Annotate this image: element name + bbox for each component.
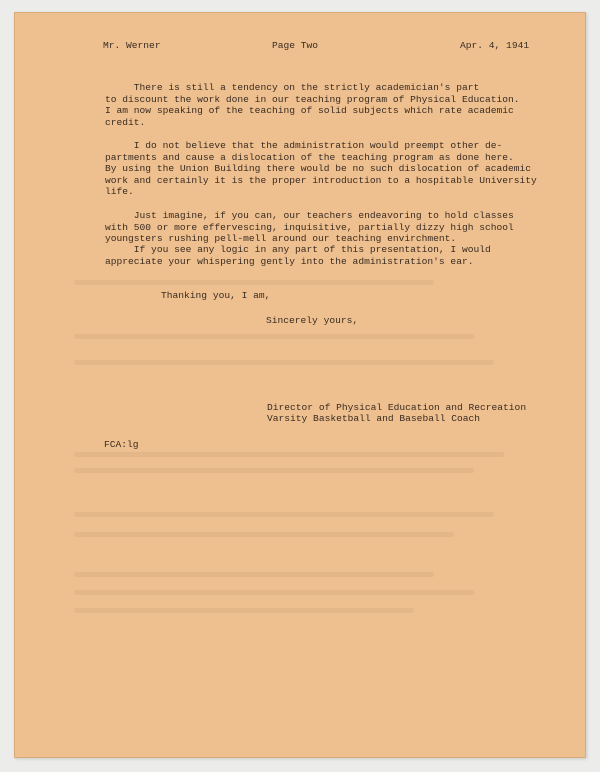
closing-line: Thanking you, I am, (161, 290, 271, 301)
paragraph-line: There is still a tendency on the strictly academician's part (105, 82, 480, 93)
paragraph-2 (105, 140, 575, 198)
recipient-name: Mr. Werner (103, 40, 161, 51)
paragraph-3 (105, 210, 575, 245)
paragraph-line: life. (105, 186, 134, 197)
paragraph-line: I am now speaking of the teaching of solid subjects which rate academic (105, 105, 514, 116)
paragraph-line: youngsters rushing pell-mell around our teaching envirchment. (105, 233, 457, 244)
bleed-through-mark (74, 280, 434, 285)
letter-date: Apr. 4, 1941 (460, 40, 530, 51)
page-number: Page Two (272, 40, 319, 51)
signature-title-director: Director of Physical Education and Recreation (267, 402, 527, 413)
letter-page (14, 12, 586, 758)
paragraph-4 (105, 244, 575, 267)
bleed-through-mark (74, 452, 504, 457)
bleed-through-mark (74, 590, 474, 595)
paragraph-line: If you see any logic in any part of this presentation, I would (105, 244, 491, 255)
bleed-through-mark (74, 532, 454, 537)
bleed-through-mark (74, 360, 494, 365)
paragraph-line: appreciate your whispering gently into the administration's ear. (105, 255, 474, 267)
bleed-through-mark (74, 608, 414, 613)
bleed-through-mark (74, 572, 434, 577)
paragraph-line: By using the Union Building there would be no such dislocation of academic (105, 163, 532, 174)
signoff: Sincerely yours, (266, 315, 359, 326)
bleed-through-mark (74, 468, 474, 473)
signature-title-coach: Varsity Basketball and Baseball Coach (267, 413, 481, 424)
typist-initials: FCA:lg (104, 439, 139, 450)
paragraph-line: partments and cause a dislocation of the teaching program as done here. (105, 151, 514, 163)
paragraph-line: work and certainly it is the proper introduction to a hospitable University (105, 174, 537, 186)
paragraph-line: with 500 or more effervescing, inquisitive, partially dizzy high school (105, 221, 514, 233)
paragraph-line: I do not believe that the administration would preempt other de- (105, 140, 503, 151)
paragraph-line: Just imagine, if you can, our teachers endeavoring to hold classes (105, 210, 514, 221)
paragraph-line: credit. (105, 116, 146, 128)
paragraph-1 (105, 82, 575, 128)
bleed-through-mark (74, 334, 474, 339)
bleed-through-mark (74, 512, 494, 517)
paragraph-line: to discount the work done in our teaching program of Physical Education. (105, 93, 520, 105)
